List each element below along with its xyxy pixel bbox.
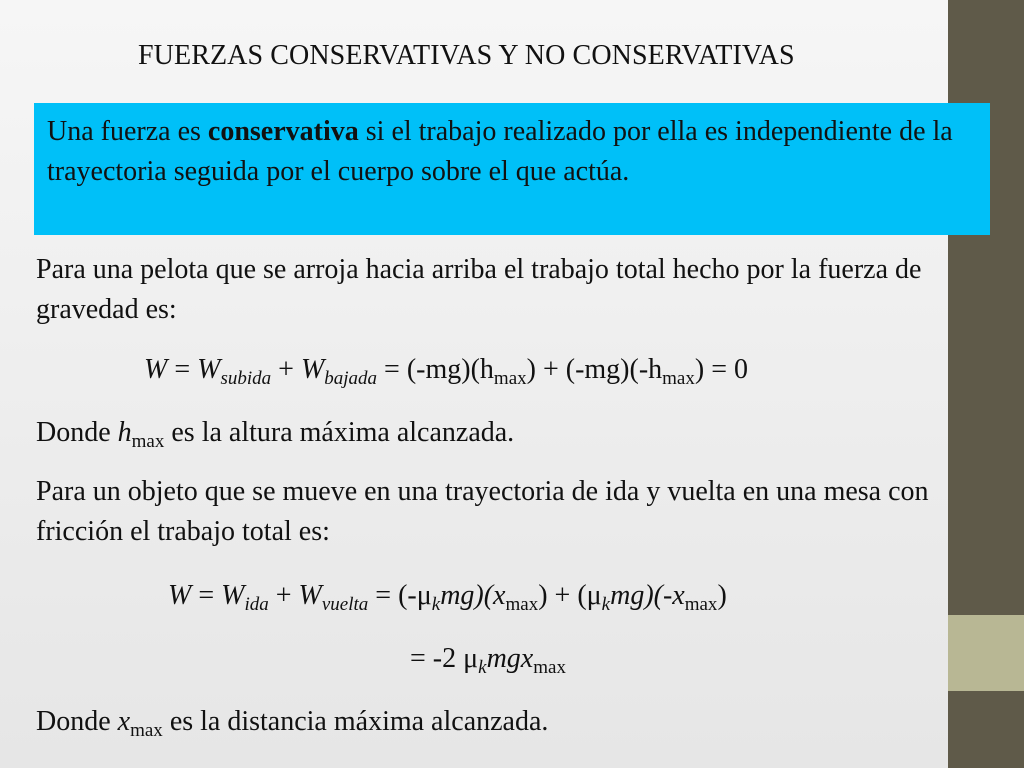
definition-bold-term: conservativa (207, 116, 359, 147)
definition-part: si el trabajo realizado por ella es independiente de la trayectoria seguida por el cuerpo sobre el que actúa. (47, 116, 953, 187)
equation-friction-work: $W = W_{ida} + W_{vuelta} = (-\mu_kmg)(x_{max}) + (\mu_kmg)(-x_{max})$ (168, 580, 727, 615)
slide-title: FUERZAS CONSERVATIVAS Y NO CONSERVATIVAS (138, 40, 795, 71)
side-bar-accent (948, 615, 1024, 691)
paragraph-ball: Para una pelota que se arroja hacia arriba el trabajo total hecho por la fuerza de gravedad es: (36, 254, 922, 325)
equation-friction-result: = -2 $\mu_kmgx_{max}$ (410, 643, 566, 678)
definition-part: Una fuerza es (47, 116, 208, 147)
note-xmax: Donde $x_{max}$ es la distancia máxima alcanzada. (36, 706, 549, 741)
paragraph-friction: Para un objeto que se mueve en una trayectoria de ida y vuelta en una mesa con fricción el trabajo total es: (36, 476, 929, 547)
definition-text (47, 112, 972, 192)
note-hmax: Donde $h_{max}$ es la altura máxima alcanzada. (36, 417, 515, 452)
equation-gravity-work: $W = W_{subida} + W_{bajada} = (-mg)(h_{max}) + (-mg)(-h_{max}) = 0$ (144, 354, 748, 389)
